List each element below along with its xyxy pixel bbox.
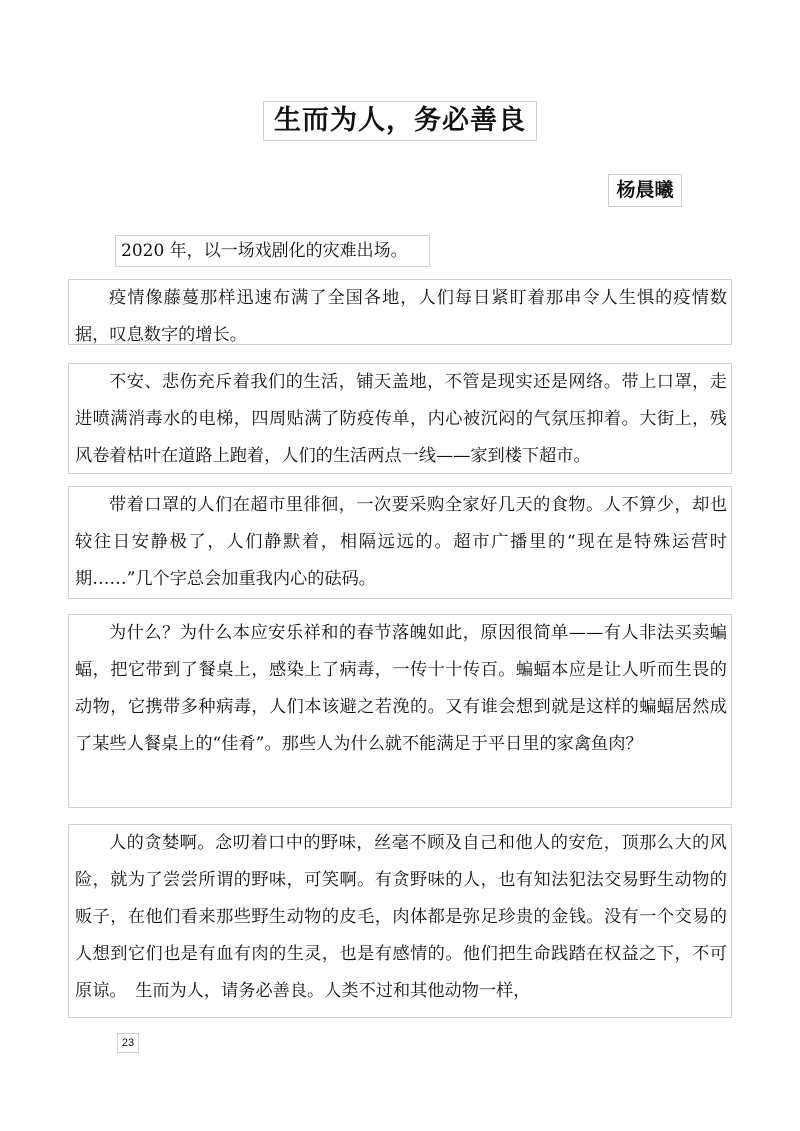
body-paragraph: 疫情像藤蔓那样迅速布满了全国各地，人们每日紧盯着那串令人生惧的疫情数据，叹息数字的增长。	[68, 279, 732, 345]
lead-paragraph: 2020 年，以一场戏剧化的灾难出场。	[115, 235, 430, 267]
body-paragraph: 不安、悲伤充斥着我们的生活，铺天盖地，不管是现实还是网络。带上口罩，走进喷满消毒水的电梯，四周贴满了防疫传单，内心被沉闷的气氛压抑着。大街上，残风卷着枯叶在道路上跑着，人们的生活两点一线——家到楼下超市。	[68, 363, 732, 474]
body-paragraph: 人的贪婪啊。念叨着口中的野味，丝毫不顾及自己和他人的安危，顶那么大的风险，就为了尝尝所谓的野味，可笑啊。有贪野味的人，也有知法犯法交易野生动物的贩子，在他们看来那些野生动物的皮毛，肉体都是弥足珍贵的金钱。没有一个交易的人想到它们也是有血有肉的生灵，也是有感情的。他们把生命践踏在权益之下，不可原谅。 生而为人，请务必善良。人类不过和其他动物一样，	[68, 824, 732, 1018]
article-title: 生而为人，务必善良	[263, 101, 537, 141]
author-name: 杨晨曦	[608, 174, 682, 207]
body-paragraph: 带着口罩的人们在超市里徘徊，一次要采购全家好几天的食物。人不算少，却也较往日安静极了，人们静默着，相隔远远的。超市广播里的“现在是特殊运营时期……”几个字总会加重我内心的砝码。	[68, 486, 732, 599]
page-number: 23	[117, 1033, 139, 1053]
body-paragraph: 为什么？为什么本应安乐祥和的春节落魄如此，原因很简单——有人非法买卖蝙蝠，把它带到了餐桌上，感染上了病毒，一传十十传百。蝙蝠本应是让人听而生畏的动物，它携带多种病毒，人们本该避之若浼的。又有谁会想到就是这样的蝙蝠居然成了某些人餐桌上的“佳肴”。那些人为什么就不能满足于平日里的家禽鱼肉？	[68, 614, 732, 808]
